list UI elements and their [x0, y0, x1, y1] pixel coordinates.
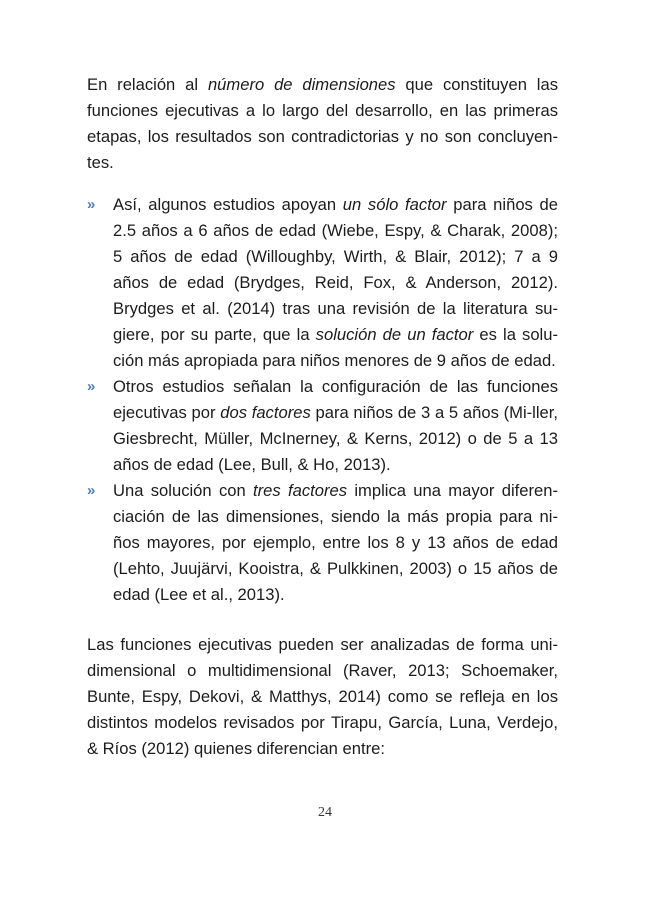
list-item-text: implica una mayor diferen-ciación de las dimensiones, siendo la más propia para ni-ños mayores, por ejemplo, entre los 8 y 13 años de edad (Lehto, Juujärvi, Kooistra, & Pulkkinen, 2003) o 15 años de edad (Lee et al., 2013). — [113, 481, 558, 604]
intro-text-2: que constituyen las funciones ejecutivas a lo largo del desarrollo, en las primeras etapas, los resultados son contradictorias y no son concluyen-tes. — [87, 75, 559, 172]
list-item-emphasis: dos factores — [220, 403, 311, 422]
list-item-text: para niños de 3 a 5 años (Mi-ller, Giesbrecht, Müller, McInerney, & Kerns, 2012) o de 5 a 13 años de edad (Lee, Bull, & Ho, 2013). — [113, 403, 558, 474]
list-item — [87, 374, 558, 478]
list-item — [87, 478, 558, 608]
intro-paragraph — [87, 72, 558, 176]
double-chevron-icon: » — [87, 196, 96, 213]
outro-paragraph: Las funciones ejecutivas pueden ser analizadas de forma uni-dimensional o multidimensional (Raver, 2013; Schoemaker, Bunte, Espy, Dekovi, & Matthys, 2014) como se refleja en los distintos modelos revisados por Tirapu, García, Luna, Verdejo, & Ríos (2012) quienes diferencian entre: — [87, 635, 558, 758]
page-number: 24 — [318, 805, 332, 820]
list-item-emphasis: un sólo factor — [342, 195, 447, 214]
list-item-text: es la solu-ción más apropiada para niños menores de 9 años de edad. — [113, 325, 558, 370]
double-chevron-icon: » — [87, 378, 96, 395]
list-item-emphasis: solución de un factor — [315, 325, 474, 344]
list-item-emphasis: tres factores — [253, 481, 348, 500]
list-item-text: Otros estudios señalan la configuración de las funciones ejecutivas por — [113, 377, 558, 422]
list-item-text: para niños de 2.5 años a 6 años de edad (Wiebe, Espy, & Charak, 2008); 5 años de edad (Willoughby, Wirth, & Blair, 2012); 7 a 9 años de edad (Brydges, Reid, Fox, & Anderson, 2012). Brydges et al. (2014) tras una revisión de la literatura su-giere, por su parte, que la — [113, 195, 558, 344]
list-item-text: Así, algunos estudios apoyan — [113, 195, 343, 214]
factor-list — [87, 192, 558, 608]
list-item — [87, 192, 558, 374]
double-chevron-icon: » — [87, 482, 96, 499]
list-item-text: Una solución con — [113, 481, 254, 500]
intro-emphasis: número de dimensiones — [207, 75, 396, 94]
intro-text-1: En relación al — [87, 75, 208, 94]
